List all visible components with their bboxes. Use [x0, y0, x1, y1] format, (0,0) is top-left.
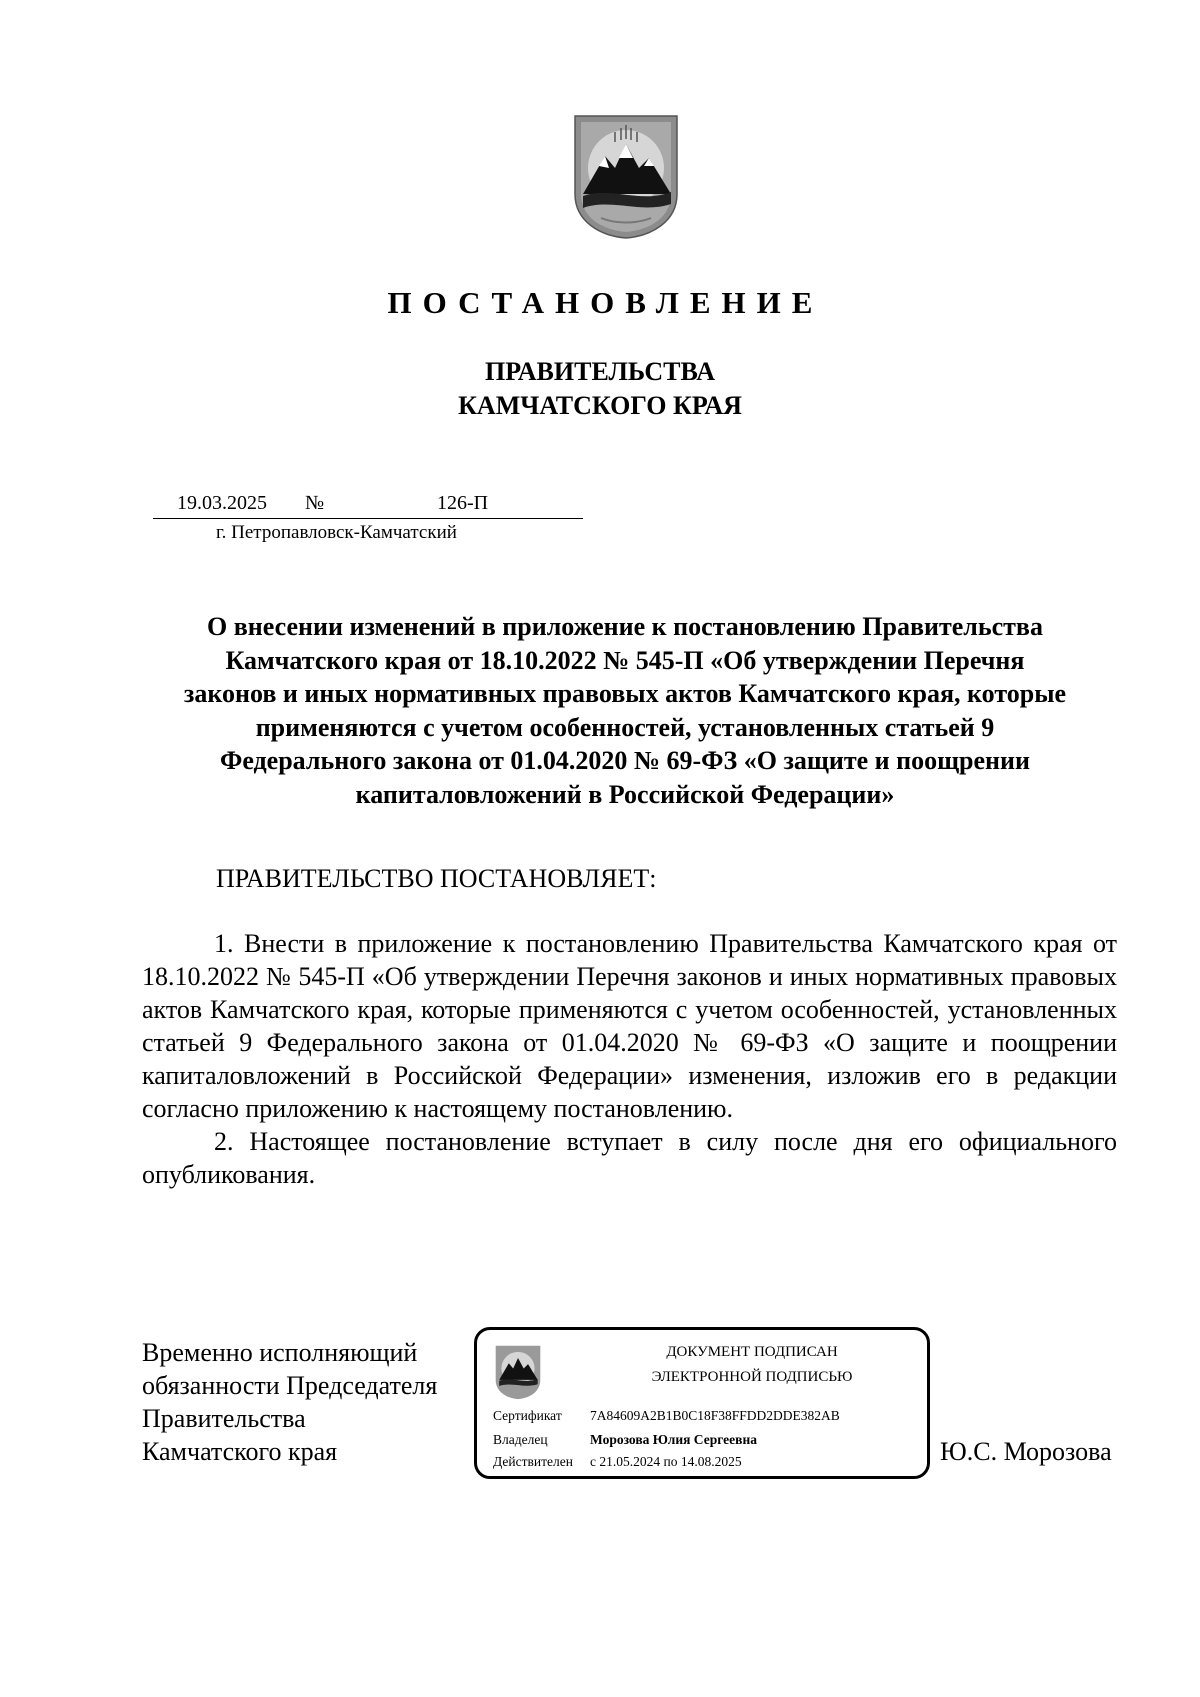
certificate-label: Сертификат — [493, 1408, 562, 1423]
issuer-line-2: КАМЧАТСКОГО КРАЯ — [458, 391, 742, 420]
signer-position-line: обязанности Председателя — [142, 1371, 438, 1400]
subject-line: законов и иных нормативных правовых актов Камчатского края, которые — [183, 679, 1067, 708]
subject-line: Федерального закона от 01.04.2020 № 69-ФЗ «О защите и поощрении — [220, 746, 1030, 775]
city-name: г. Петропавловск-Камчатский — [216, 522, 457, 543]
paragraph-1: 1. Внести в приложение к постановлению Правительства Камчатского края от 18.10.2022 № 545-П «Об утверждении Перечня законов и иных нормативных правовых актов Камчатского края, которые применяются с учетом особенностей, установленных статьей 9 Федерального закона от 01.04.2020 № 69-ФЗ «О защите и поощрении капиталовложений в Российской Федерации» изменения, изложив его в редакции согласно приложению к настоящему постановлению. — [142, 929, 1117, 1123]
issuer-line-1: ПРАВИТЕЛЬСТВА — [485, 357, 715, 386]
document-date: 19.03.2025 — [177, 492, 267, 514]
subject-line: применяются с учетом особенностей, установленных статьей 9 — [255, 712, 995, 742]
signer-position-line: Камчатского края — [142, 1437, 338, 1466]
subject-line: капиталовложений в Российской Федерации» — [355, 779, 895, 809]
subject-line: О внесении изменений в приложение к постановлению Правительства — [207, 612, 1043, 641]
signer-position-line: Правительства — [142, 1404, 306, 1433]
document-type-title: ПОСТАНОВЛЕНИЕ — [387, 285, 824, 320]
stamp-emblem-icon — [493, 1344, 543, 1400]
validity-value: с 21.05.2024 по 14.08.2025 — [590, 1454, 742, 1469]
owner-value: Морозова Юлия Сергеевна — [590, 1432, 757, 1447]
certificate-value: 7A84609A2B1B0C18F38FFDD2DDE382AB — [590, 1408, 840, 1423]
subject-line: Камчатского края от 18.10.2022 № 545-П «Об утверждении Перечня — [225, 645, 1025, 675]
decree-statement: ПРАВИТЕЛЬСТВО ПОСТАНОВЛЯЕТ: — [216, 864, 657, 893]
electronic-signature-stamp — [474, 1327, 930, 1479]
signer-name: Ю.С. Морозова — [940, 1437, 1112, 1466]
signer-position-line: Временно исполняющий — [142, 1338, 418, 1367]
document-body — [142, 927, 1117, 1191]
paragraph-2: 2. Настоящее постановление вступает в силу после дня его официального опубликования. — [142, 1127, 1117, 1189]
document-subject — [130, 610, 1120, 811]
coat-of-arms-emblem — [571, 112, 681, 240]
number-sign: № — [305, 492, 325, 514]
owner-label: Владелец — [493, 1432, 548, 1447]
document-number: 126-П — [437, 492, 489, 514]
stamp-owner-row — [493, 1432, 757, 1448]
stamp-header-line-2: ЭЛЕКТРОННОЙ ПОДПИСЬЮ — [651, 1369, 853, 1385]
stamp-certificate-row — [493, 1408, 840, 1424]
validity-label: Действителен — [493, 1454, 573, 1469]
issuer-block — [0, 355, 1200, 423]
signer-position — [142, 1336, 437, 1468]
stamp-header — [587, 1340, 917, 1390]
date-number-line — [153, 492, 583, 519]
stamp-header-line-1: ДОКУМЕНТ ПОДПИСАН — [666, 1344, 838, 1360]
stamp-validity-row — [493, 1454, 742, 1470]
